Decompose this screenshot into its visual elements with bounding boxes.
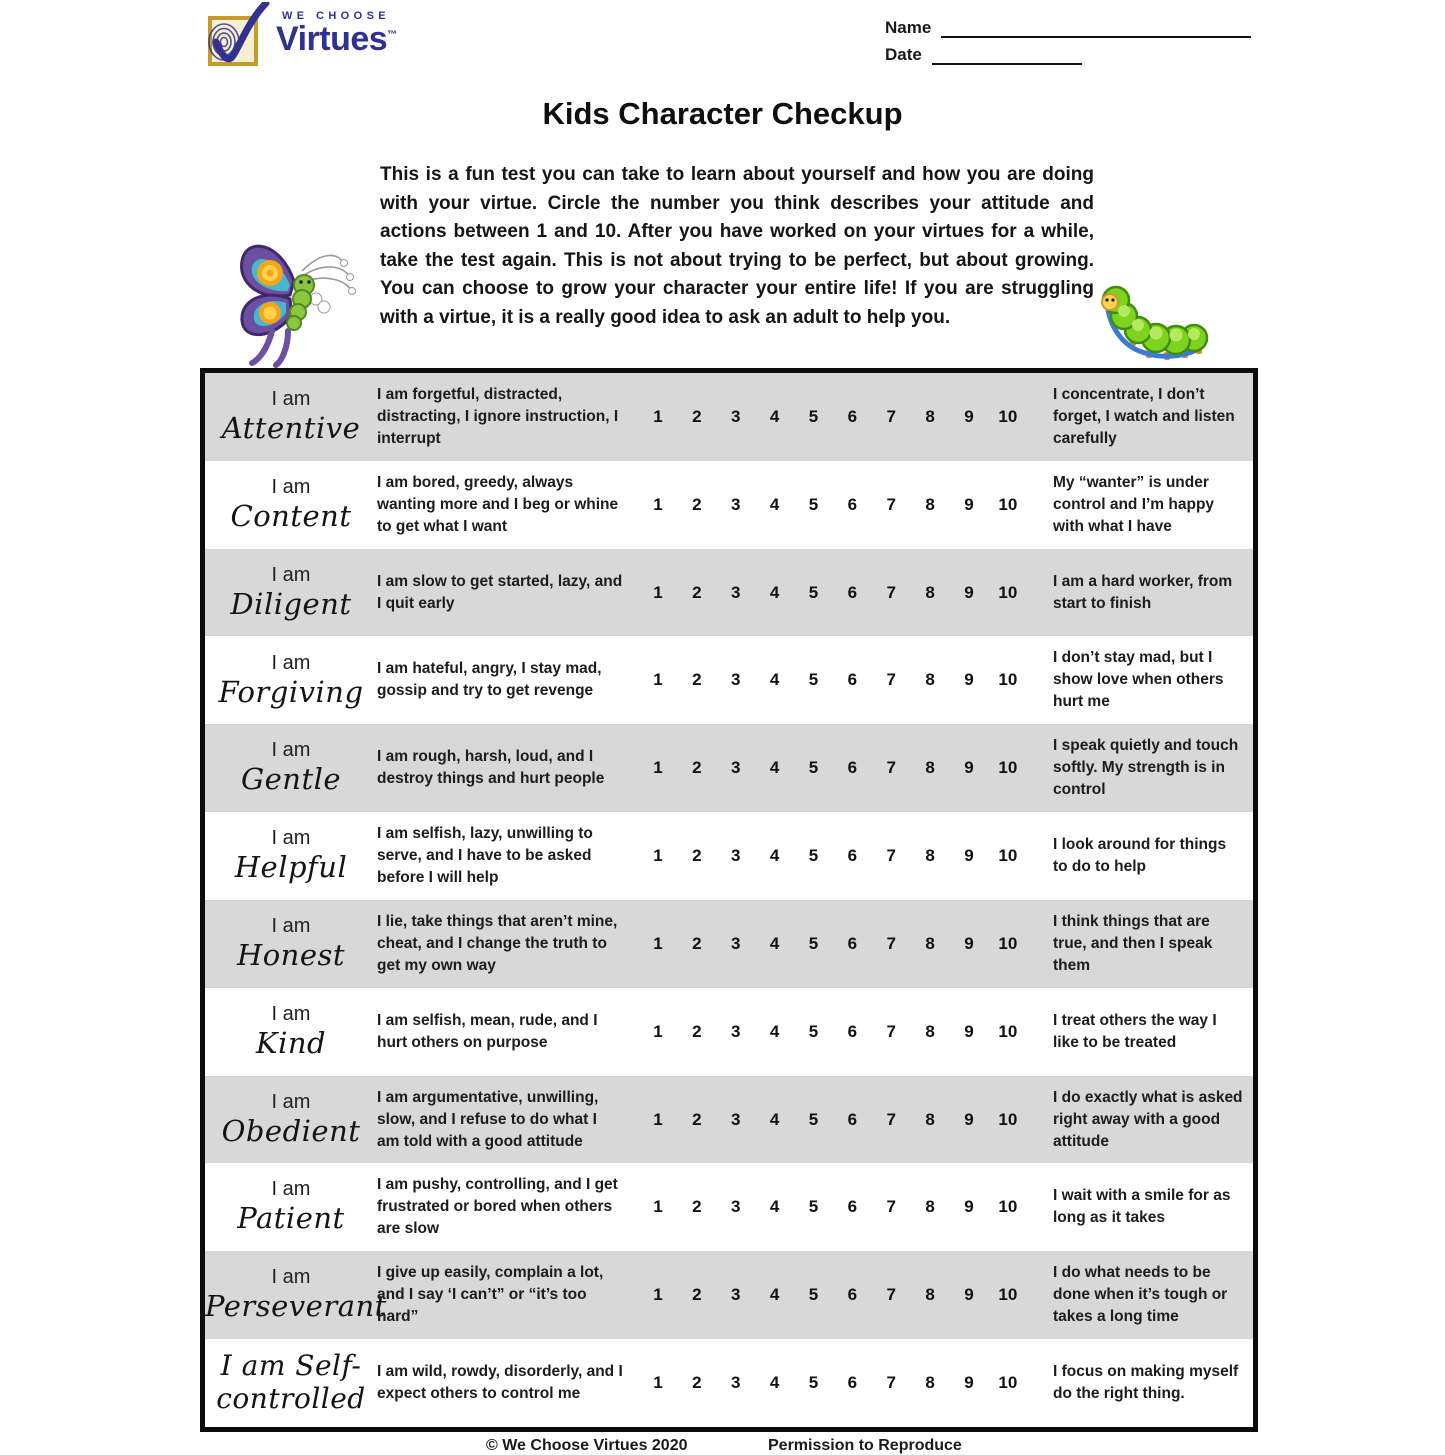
negative-description: I am forgetful, distracted, distracting, I ignore instruction, I interrupt [377, 385, 619, 447]
rating-number[interactable]: 7 [886, 1109, 896, 1129]
positive-description: I focus on making myself do the right thing. [1053, 1363, 1239, 1403]
rating-number[interactable]: 4 [769, 933, 780, 953]
rating-number[interactable]: 8 [925, 670, 935, 690]
negative-description: I am pushy, controlling, and I get frustrated or bored when others are slow [377, 1176, 618, 1238]
negative-description: I am rough, harsh, loud, and I destroy things and hurt people [377, 748, 605, 788]
rating-number[interactable]: 1 [653, 494, 663, 514]
rating-number[interactable]: 4 [769, 846, 780, 866]
rating-scale [639, 583, 1045, 603]
virtue-row-honest [205, 900, 1253, 988]
butterfly-illustration [232, 223, 370, 368]
negative-description: I am slow to get started, lazy, and I quit early [377, 572, 623, 612]
virtue-prefix: I am [271, 475, 311, 498]
rating-number[interactable]: 5 [808, 406, 819, 426]
logo-tagline: WE CHOOSE [282, 10, 391, 22]
virtue-name-cell [205, 1178, 377, 1236]
virtue-prefix: I am [271, 651, 311, 674]
negative-description: I give up easily, complain a lot, and I say ‘I can’t” or “it’s too hard” [377, 1264, 604, 1326]
virtue-name-cell [205, 1350, 377, 1416]
virtue-row-self-controlled [205, 1339, 1253, 1427]
rating-number[interactable]: 3 [731, 494, 741, 514]
virtue-row-kind [205, 988, 1253, 1076]
rating-number[interactable]: 1 [653, 758, 663, 778]
rating-number[interactable]: 5 [808, 494, 819, 514]
positive-description: I speak quietly and touch softly. My strength is in control [1053, 737, 1239, 799]
rating-number[interactable]: 10 [998, 670, 1018, 690]
date-label: Date [885, 45, 922, 64]
logo-text [276, 10, 397, 56]
rating-number[interactable]: 2 [692, 1373, 702, 1393]
name-date-block [885, 18, 1251, 72]
trademark-symbol: ™ [387, 29, 397, 41]
rating-number[interactable]: 1 [653, 670, 663, 690]
virtue-name-cell [205, 652, 377, 710]
negative-description: I am hateful, angry, I stay mad, gossip and try to get revenge [377, 660, 602, 700]
rating-number[interactable]: 2 [692, 933, 702, 953]
rating-number[interactable]: 7 [886, 670, 896, 690]
positive-description: I do what needs to be done when it’s tough or takes a long time [1053, 1264, 1228, 1326]
rating-scale [639, 1197, 1045, 1217]
rating-scale [639, 846, 1045, 866]
virtue-row-helpful [205, 812, 1253, 900]
rating-number[interactable]: 10 [998, 582, 1018, 602]
rating-number[interactable]: 9 [964, 406, 974, 426]
rating-number[interactable]: 7 [886, 494, 896, 514]
rating-number[interactable]: 2 [692, 846, 702, 866]
checkmark-logo-icon [200, 2, 272, 70]
virtue-prefix: I am Self- [220, 1349, 362, 1383]
name-input-line[interactable] [941, 19, 1251, 38]
rating-number[interactable]: 8 [925, 494, 935, 514]
rating-number[interactable]: 3 [731, 758, 741, 778]
virtue-row-diligent [205, 549, 1253, 637]
virtue-prefix: I am [271, 1002, 311, 1025]
rating-number[interactable]: 8 [925, 758, 935, 778]
rating-number[interactable]: 10 [998, 933, 1018, 953]
rating-number[interactable]: 3 [731, 1373, 741, 1393]
rating-scale [639, 670, 1045, 690]
rating-number[interactable]: 9 [964, 582, 974, 602]
rating-number[interactable]: 4 [769, 1285, 780, 1305]
rating-number[interactable]: 10 [998, 1285, 1018, 1305]
rating-number[interactable]: 9 [964, 670, 974, 690]
virtue-name: controlled [216, 1382, 366, 1416]
rating-number[interactable]: 4 [769, 406, 780, 426]
positive-description: I wait with a smile for as long as it takes [1053, 1187, 1231, 1227]
positive-description: My “wanter” is under control and I’m happy with what I have [1053, 473, 1215, 535]
virtue-name-cell [205, 476, 377, 534]
positive-description: I concentrate, I don’t forget, I watch and listen carefully [1053, 385, 1235, 447]
caterpillar-illustration [1090, 276, 1212, 364]
virtue-row-attentive [205, 373, 1253, 461]
virtue-name-cell [205, 1003, 377, 1061]
rating-number[interactable]: 7 [886, 1021, 896, 1041]
rating-number[interactable]: 9 [964, 1373, 974, 1393]
virtue-name: Obedient [221, 1113, 361, 1148]
name-label: Name [885, 18, 932, 37]
virtue-prefix: I am [271, 739, 311, 762]
virtue-name-cell [205, 388, 377, 446]
rating-scale [639, 407, 1045, 427]
rating-number[interactable]: 1 [653, 1197, 663, 1217]
rating-number[interactable]: 8 [925, 582, 935, 602]
rating-scale [639, 934, 1045, 954]
virtue-name-cell [205, 1091, 377, 1149]
virtue-row-perseverant [205, 1251, 1253, 1339]
rating-number[interactable]: 7 [886, 758, 896, 778]
positive-description: I think things that are true, and then I speak them [1053, 912, 1213, 974]
rating-number[interactable]: 9 [964, 1021, 974, 1041]
logo-brand-word: Virtues [276, 20, 388, 58]
rating-number[interactable]: 6 [847, 670, 858, 690]
virtue-prefix: I am [271, 914, 311, 937]
rating-number[interactable]: 2 [692, 1197, 702, 1217]
virtue-name: Perseverant [205, 1289, 387, 1324]
rating-number[interactable]: 5 [808, 1285, 819, 1305]
rating-number[interactable]: 6 [847, 1109, 858, 1129]
virtue-name: Forgiving [218, 674, 364, 709]
rating-number[interactable]: 7 [886, 1197, 896, 1217]
footer-copyright: © We Choose Virtues 2020 [486, 1437, 688, 1454]
rating-number[interactable]: 9 [964, 933, 974, 953]
rating-number[interactable]: 3 [731, 933, 741, 953]
rating-number[interactable]: 7 [886, 582, 896, 602]
virtue-row-forgiving [205, 636, 1253, 724]
negative-description: I am selfish, mean, rude, and I hurt others on purpose [377, 1011, 598, 1051]
rating-number[interactable]: 6 [847, 1285, 858, 1305]
rating-number[interactable]: 4 [769, 1109, 780, 1129]
rating-number[interactable]: 10 [998, 1109, 1018, 1129]
page-title: Kids Character Checkup [542, 96, 903, 131]
rating-number[interactable]: 2 [692, 494, 702, 514]
rating-number[interactable]: 1 [653, 1021, 663, 1041]
rating-number[interactable]: 6 [847, 494, 858, 514]
rating-number[interactable]: 7 [886, 933, 896, 953]
rating-number[interactable]: 8 [925, 406, 935, 426]
rating-number[interactable]: 6 [847, 933, 858, 953]
virtue-name: Gentle [240, 762, 342, 797]
negative-description: I am wild, rowdy, disorderly, and I expect others to control me [377, 1363, 623, 1403]
rating-number[interactable]: 6 [847, 846, 858, 866]
virtue-name: Patient [237, 1201, 345, 1236]
rating-number[interactable]: 3 [731, 846, 741, 866]
rating-number[interactable]: 3 [731, 670, 741, 690]
negative-description: I am argumentative, unwilling, slow, and I refuse to do what I am told with a good attitude [377, 1088, 599, 1150]
rating-number[interactable]: 1 [653, 1109, 663, 1129]
virtue-name: Honest [236, 937, 346, 972]
rating-number[interactable]: 10 [998, 758, 1018, 778]
rating-number[interactable]: 2 [692, 758, 702, 778]
rating-number[interactable]: 5 [808, 758, 819, 778]
rating-number[interactable]: 2 [692, 1109, 702, 1129]
rating-number[interactable]: 5 [808, 1197, 819, 1217]
rating-number[interactable]: 3 [731, 1285, 741, 1305]
rating-number[interactable]: 4 [769, 1197, 780, 1217]
rating-number[interactable]: 6 [847, 758, 858, 778]
rating-scale [639, 1285, 1045, 1305]
virtue-name: Content [230, 498, 352, 533]
rating-number[interactable]: 4 [769, 758, 780, 778]
rating-number[interactable]: 1 [653, 582, 663, 602]
name-field [885, 18, 1251, 38]
virtue-prefix: I am [271, 1266, 311, 1289]
rating-number[interactable]: 8 [925, 933, 935, 953]
rating-scale [639, 495, 1045, 515]
rating-number[interactable]: 5 [808, 670, 819, 690]
negative-description: I lie, take things that aren’t mine, cheat, and I change the truth to get my own way [377, 912, 618, 974]
rating-number[interactable]: 7 [886, 1373, 896, 1393]
rating-number[interactable]: 8 [925, 846, 935, 866]
rating-number[interactable]: 10 [998, 1373, 1018, 1393]
rating-number[interactable]: 8 [925, 1285, 935, 1305]
virtue-name: Kind [255, 1025, 327, 1060]
rating-number[interactable]: 9 [964, 1285, 974, 1305]
rating-number[interactable]: 5 [808, 1109, 819, 1129]
positive-description: I do exactly what is asked right away with a good attitude [1053, 1088, 1243, 1150]
negative-description: I am selfish, lazy, unwilling to serve, and I have to be asked before I will help [377, 825, 593, 887]
rating-number[interactable]: 5 [808, 1021, 819, 1041]
rating-number[interactable]: 9 [964, 758, 974, 778]
positive-description: I don’t stay mad, but I show love when others hurt me [1053, 649, 1224, 711]
rating-number[interactable]: 4 [769, 1021, 780, 1041]
rating-number[interactable]: 2 [692, 1285, 702, 1305]
virtue-name: Attentive [221, 411, 361, 446]
rating-scale [639, 1373, 1045, 1393]
rating-number[interactable]: 8 [925, 1109, 935, 1129]
rating-number[interactable]: 4 [769, 582, 780, 602]
rating-number[interactable]: 6 [847, 1373, 858, 1393]
virtue-prefix: I am [271, 388, 311, 411]
rating-number[interactable]: 6 [847, 406, 858, 426]
rating-number[interactable]: 6 [847, 582, 858, 602]
virtue-name-cell [205, 739, 377, 797]
rating-number[interactable]: 7 [886, 406, 896, 426]
rating-number[interactable]: 8 [925, 1197, 935, 1217]
virtue-name-cell [205, 1266, 387, 1324]
virtue-name: Diligent [230, 586, 352, 621]
rating-number[interactable]: 6 [847, 1197, 858, 1217]
virtue-prefix: I am [271, 1178, 311, 1201]
rating-number[interactable]: 9 [964, 1197, 974, 1217]
rating-scale [639, 1022, 1045, 1042]
we-choose-virtues-logo [200, 2, 397, 70]
character-checkup-table [200, 368, 1258, 1432]
rating-number[interactable]: 3 [731, 582, 741, 602]
rating-number[interactable]: 2 [692, 670, 702, 690]
date-input-line[interactable] [932, 46, 1082, 65]
rating-number[interactable]: 8 [925, 1021, 935, 1041]
rating-number[interactable]: 2 [692, 1021, 702, 1041]
virtue-name-cell [205, 915, 377, 973]
virtue-name: Helpful [234, 850, 348, 885]
virtue-prefix: I am [271, 1090, 311, 1113]
rating-number[interactable]: 10 [998, 1021, 1018, 1041]
rating-number[interactable]: 10 [998, 494, 1018, 514]
virtue-row-patient [205, 1163, 1253, 1251]
rating-number[interactable]: 4 [769, 1373, 780, 1393]
rating-number[interactable]: 5 [808, 933, 819, 953]
rating-number[interactable]: 2 [692, 582, 702, 602]
rating-number[interactable]: 2 [692, 406, 702, 426]
virtue-name-cell [205, 827, 377, 885]
rating-number[interactable]: 4 [769, 670, 780, 690]
rating-number[interactable]: 9 [964, 1109, 974, 1129]
positive-description: I am a hard worker, from start to finish [1053, 572, 1233, 612]
rating-number[interactable]: 10 [998, 1197, 1018, 1217]
virtue-name-cell [205, 564, 377, 622]
rating-number[interactable]: 9 [964, 494, 974, 514]
positive-description: I look around for things to do to help [1053, 836, 1227, 876]
rating-number[interactable]: 3 [731, 406, 741, 426]
footer-permission: Permission to Reproduce [768, 1437, 962, 1454]
rating-number[interactable]: 3 [731, 1021, 741, 1041]
rating-number[interactable]: 1 [653, 1373, 663, 1393]
rating-number[interactable]: 1 [653, 406, 663, 426]
virtue-row-content [205, 461, 1253, 549]
rating-number[interactable]: 7 [886, 846, 896, 866]
virtue-prefix: I am [271, 563, 311, 586]
rating-number[interactable]: 8 [925, 1373, 935, 1393]
rating-number[interactable]: 5 [808, 1373, 819, 1393]
negative-description: I am bored, greedy, always wanting more and I beg or whine to get what I want [377, 473, 619, 535]
virtue-row-obedient [205, 1076, 1253, 1164]
date-field [885, 45, 1251, 65]
logo-brand [276, 22, 397, 56]
rating-scale [639, 1110, 1045, 1130]
rating-number[interactable]: 10 [998, 406, 1018, 426]
intro-paragraph: This is a fun test you can take to learn about yourself and how you are doing with your virtue. Circle the number you think describes your attitude and actions between 1 and 10. After you have worked on your virtues for a while, take the test again. This is not about trying to be perfect, but about growing. You can choose to grow your character your entire life! If you are struggling with a virtue, it is a really good idea to ask an adult to help you. [380, 164, 1094, 328]
rating-number[interactable]: 3 [731, 1197, 741, 1217]
rating-number[interactable]: 4 [769, 494, 780, 514]
virtue-row-gentle [205, 724, 1253, 812]
rating-number[interactable]: 1 [653, 846, 663, 866]
rating-number[interactable]: 1 [653, 1285, 663, 1305]
rating-number[interactable]: 5 [808, 846, 819, 866]
rating-number[interactable]: 6 [847, 1021, 858, 1041]
positive-description: I treat others the way I like to be treated [1053, 1011, 1217, 1051]
rating-number[interactable]: 9 [964, 846, 974, 866]
rating-number[interactable]: 3 [731, 1109, 741, 1129]
rating-scale [639, 758, 1045, 778]
rating-number[interactable]: 5 [808, 582, 819, 602]
rating-number[interactable]: 10 [998, 846, 1018, 866]
rating-number[interactable]: 1 [653, 933, 663, 953]
rating-number[interactable]: 7 [886, 1285, 896, 1305]
virtue-prefix: I am [271, 827, 311, 850]
